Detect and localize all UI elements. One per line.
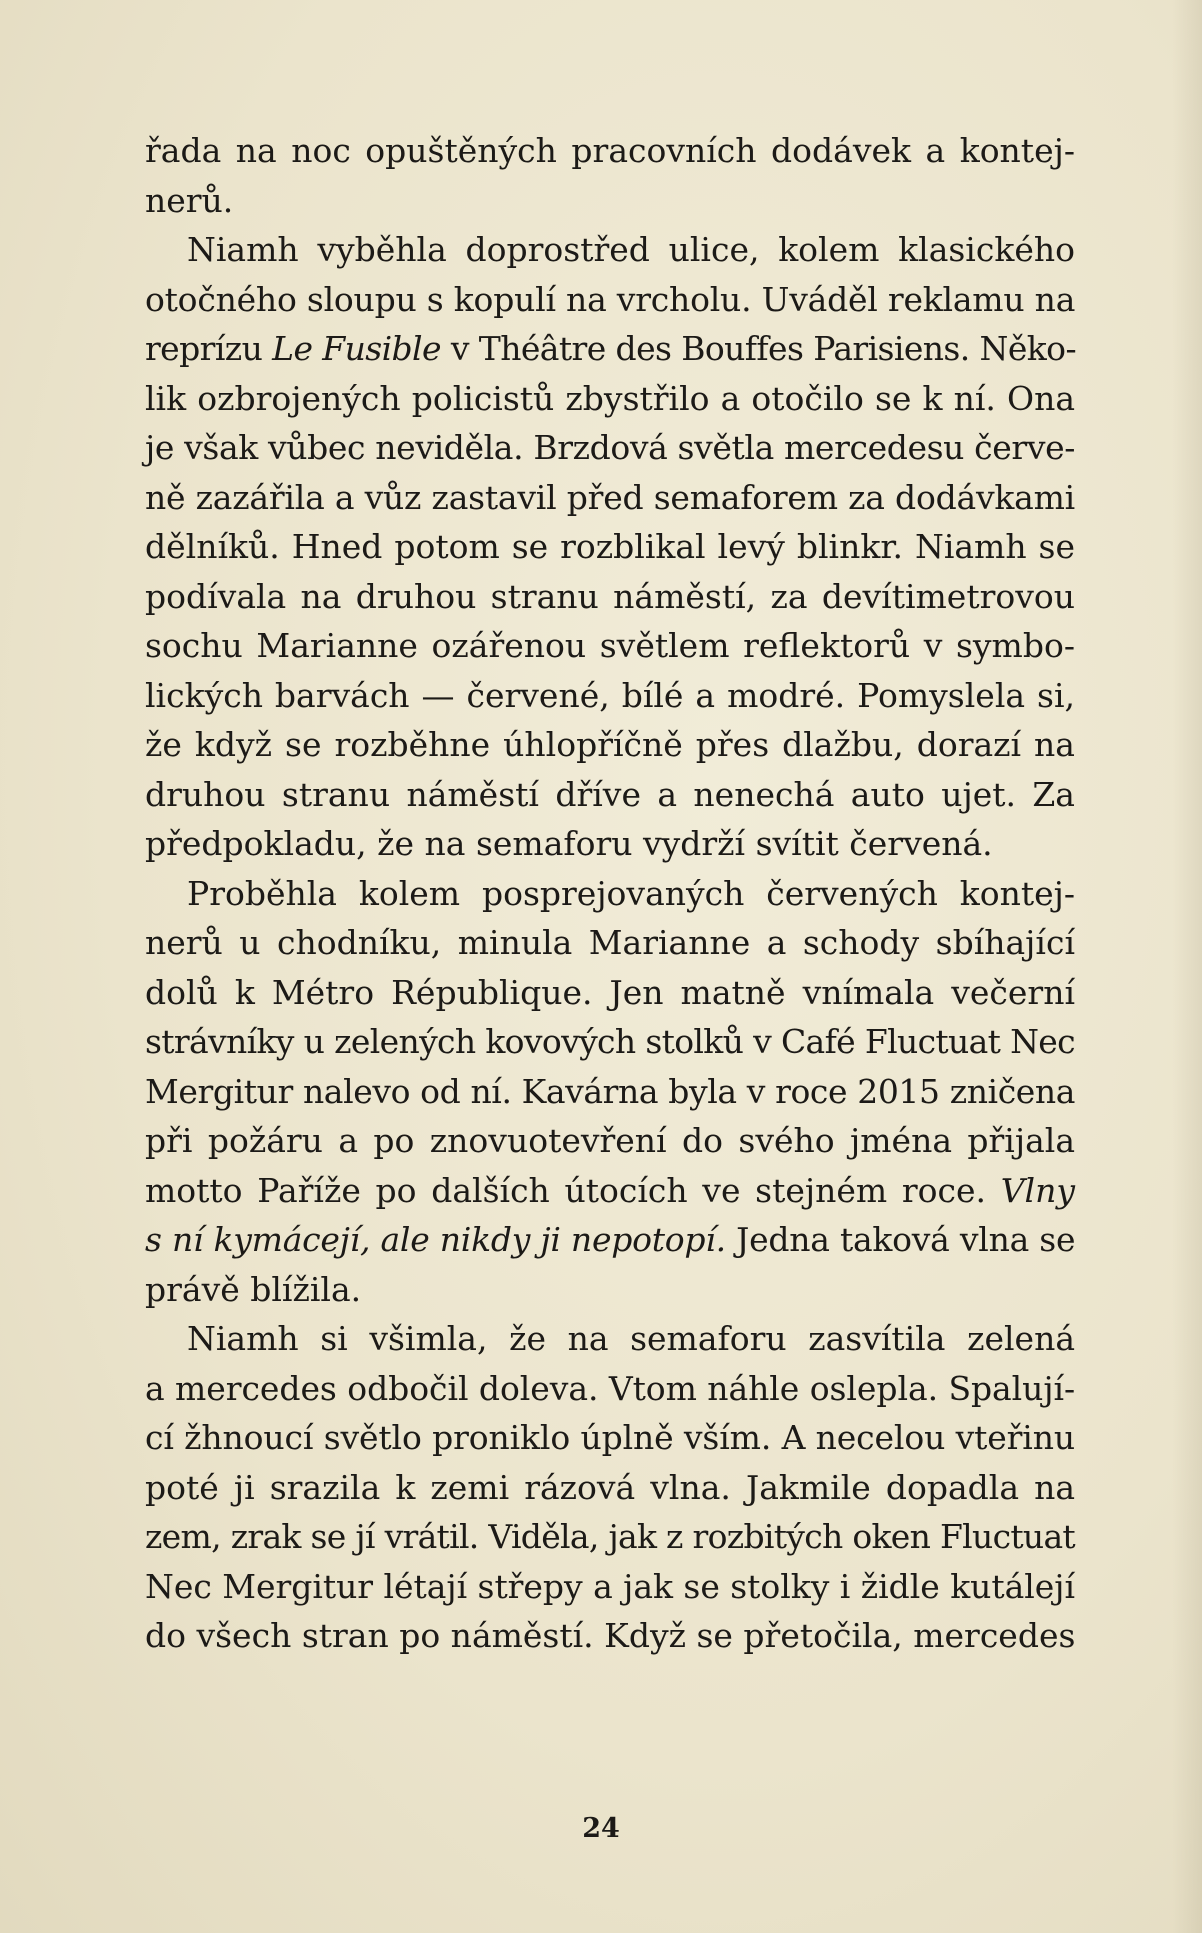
italic-text-run: Le Fusible: [272, 329, 441, 368]
page-edge-shadow: [1172, 0, 1202, 1933]
text-line: [145, 324, 1075, 374]
text-line: ně zazářila a vůz zastavil před semaforem za dodávkami: [145, 477, 1075, 517]
text-run: motto Paříže po dalších útocích ve stejném roce.: [145, 1170, 1001, 1210]
text-line: [145, 1166, 1075, 1216]
text-line: je však vůbec neviděla. Brzdová světla mercedesu červe-: [145, 428, 1075, 467]
text-run: Jedna taková vlna se: [725, 1220, 1076, 1259]
text-line: a mercedes odbočil doleva. Vtom náhle oslepla. Spalují-: [145, 1368, 1076, 1408]
text-line: cí žhnoucí světlo proniklo úplně vším. A necelou vteřinu: [145, 1418, 1075, 1457]
text-line: nerů.: [145, 180, 234, 220]
text-line: zem, zrak se jí vrátil. Viděla, jak z rozbitých oken Fluctuat: [145, 1517, 1075, 1556]
text-line: do všech stran po náměstí. Když se přetočila, mercedes: [145, 1616, 1076, 1655]
text-line: lik ozbrojených policistů zbystřilo a otočilo se k ní. Ona: [145, 378, 1075, 418]
text-line: podívala na druhou stranu náměstí, za devítimetrovou: [145, 576, 1075, 616]
text-line: Niamh vyběhla doprostřed ulice, kolem klasického: [187, 230, 1075, 269]
text-line: při požáru a po znovuotevření do svého jména přijala: [145, 1121, 1075, 1160]
text-line: právě blížila.: [145, 1269, 362, 1309]
text-line: strávníky u zelených kovových stolků v Café Fluctuat Nec: [145, 1022, 1075, 1061]
text-line: dělníků. Hned potom se rozblikal levý blinkr. Niamh se: [145, 527, 1075, 566]
text-line: sochu Marianne ozářenou světlem reflektorů v symbo-: [145, 626, 1075, 665]
body-text: [145, 126, 1075, 1661]
text-line: poté ji srazila k zemi rázová vlna. Jakmile dopadla na: [145, 1467, 1075, 1507]
text-run: v Théâtre des Bouffes Parisiens. Něko-: [440, 329, 1076, 368]
text-line: Proběhla kolem posprejovaných červených kontej-: [187, 873, 1075, 913]
text-line: Niamh si všimla, že na semaforu zasvítila zelená: [187, 1319, 1075, 1358]
text-line: lických barvách — červené, bílé a modré. Pomyslela si,: [145, 675, 1075, 715]
italic-text-run: Vlny: [1000, 1170, 1075, 1210]
page-number: 24: [582, 1813, 620, 1844]
text-line: Nec Mergitur létají střepy a jak se stolky i židle kutálejí: [145, 1566, 1075, 1606]
text-line: předpokladu, že na semaforu vydrží svítit červená.: [145, 824, 993, 863]
text-line: dolů k Métro République. Jen matně vnímala večerní: [145, 972, 1075, 1012]
italic-text-run: s ní kymácejí, ale nikdy ji nepotopí.: [145, 1220, 726, 1259]
text-line: Mergitur nalevo od ní. Kavárna byla v roce 2015 zničena: [145, 1071, 1076, 1111]
text-run: reprízu: [145, 329, 273, 368]
text-line: otočného sloupu s kopulí na vrcholu. Uváděl reklamu na: [145, 279, 1076, 319]
text-line: druhou stranu náměstí dříve a nenechá auto ujet. Za: [145, 774, 1075, 814]
text-line: že když se rozběhne úhlopříčně přes dlažbu, dorazí na: [145, 725, 1075, 764]
text-line: nerů u chodníku, minula Marianne a schody sbíhající: [145, 923, 1075, 962]
text-line: řada na noc opuštěných pracovních dodávek a kontej-: [145, 131, 1075, 170]
text-line: [145, 1215, 1075, 1265]
